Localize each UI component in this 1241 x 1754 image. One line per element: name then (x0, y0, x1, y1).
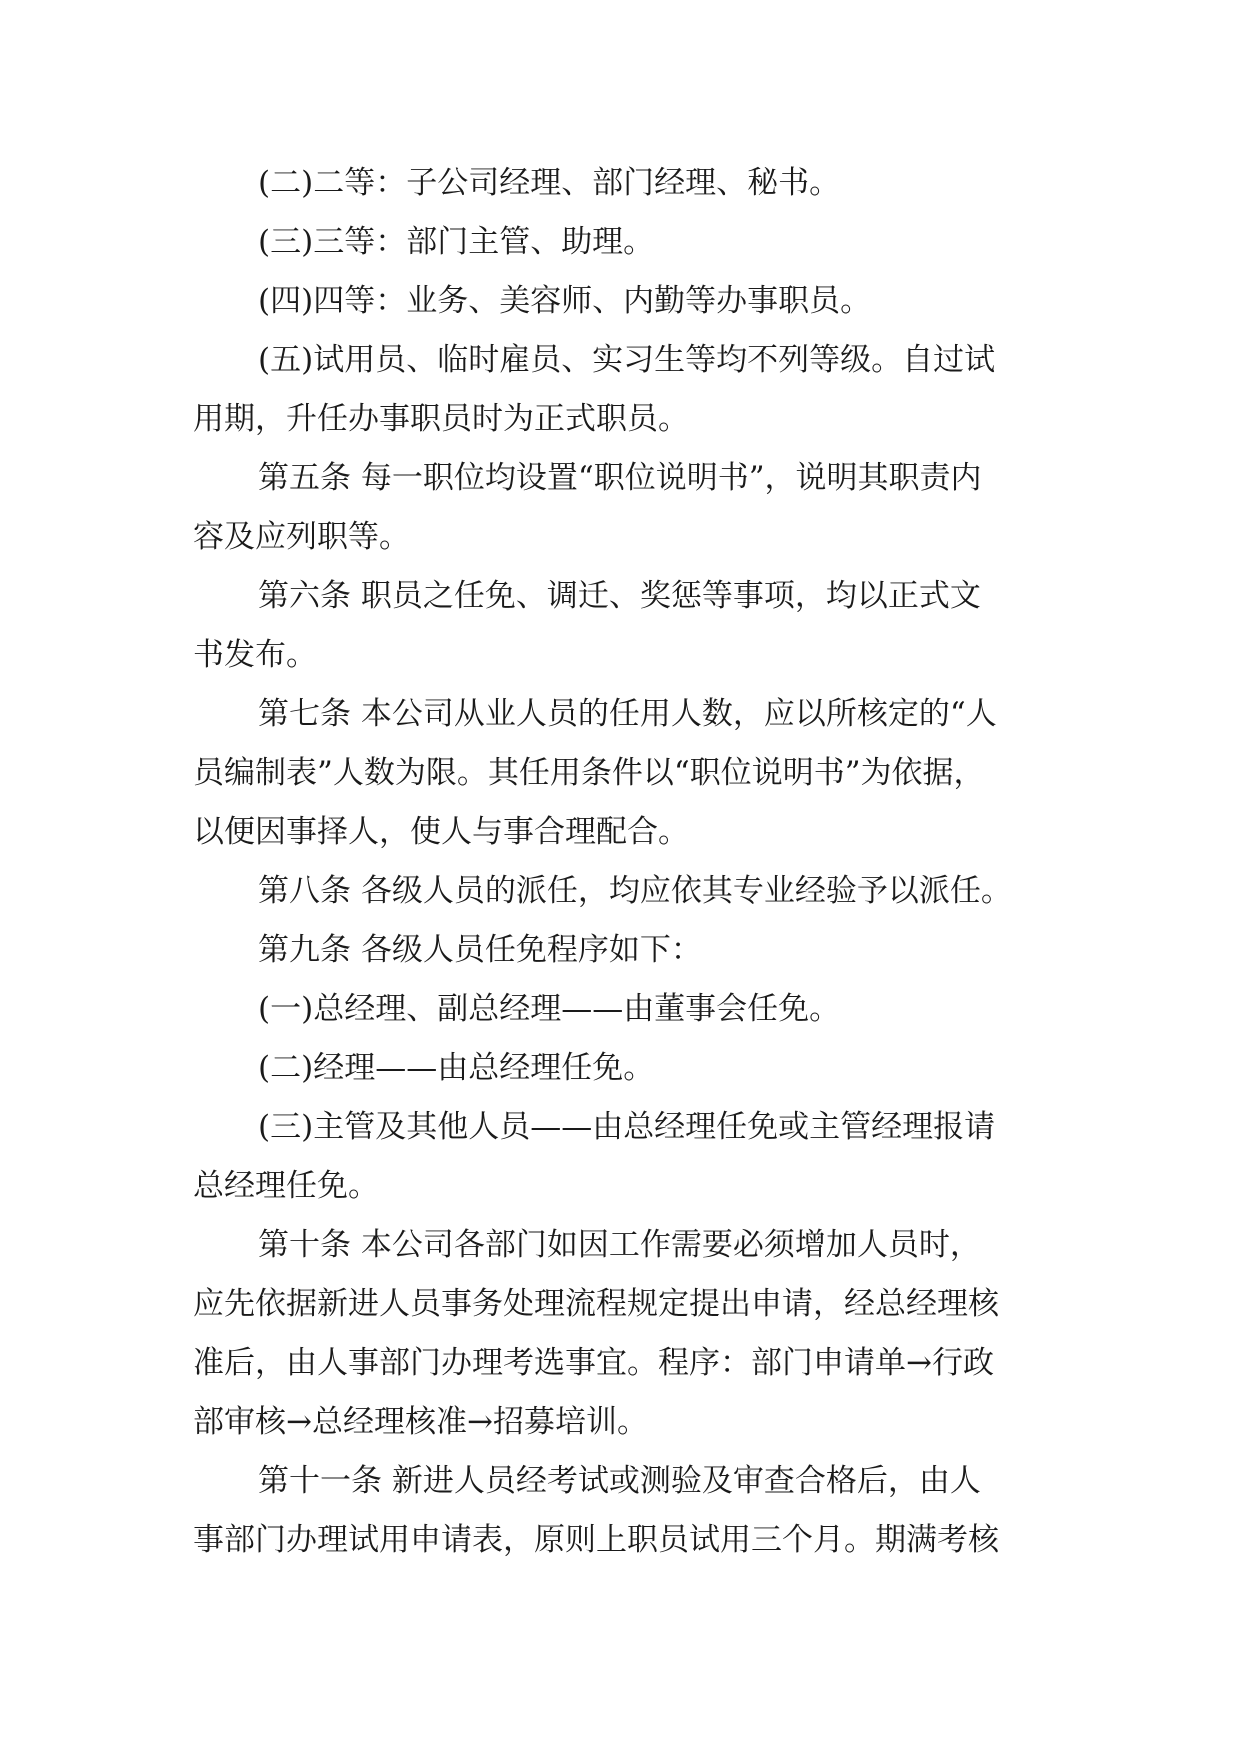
text-line: 以便因事择人，使人与事合理配合。 (193, 814, 689, 850)
article-5: 第五条 每一职位均设置“职位说明书”，说明其职责内 (258, 460, 982, 496)
text-line: 总经理任免。 (193, 1168, 379, 1204)
article-7: 第七条 本公司从业人员的任用人数，应以所核定的“人 (258, 696, 997, 732)
text-line: (四)四等：业务、美容师、内勤等办事职员。 (258, 283, 872, 319)
article-10: 第十条 本公司各部门如因工作需要必须增加人员时， (258, 1227, 981, 1263)
text-line: 容及应列职等。 (193, 519, 410, 555)
text-line: (五)试用员、临时雇员、实习生等均不列等级。自过试 (258, 342, 996, 378)
text-line: (三)三等：部门主管、助理。 (258, 224, 655, 260)
text-line: 准后，由人事部门办理考选事宜。程序：部门申请单→行政 (193, 1345, 994, 1381)
text-line: (三)主管及其他人员——由总经理任免或主管经理报请 (258, 1109, 996, 1145)
text-line: (二)二等：子公司经理、部门经理、秘书。 (258, 165, 841, 201)
text-line: 事部门办理试用申请表，原则上职员试用三个月。期满考核 (193, 1522, 999, 1558)
text-line: 部审核→总经理核准→招募培训。 (193, 1404, 648, 1440)
text-line: 员编制表”人数为限。其任用条件以“职位说明书”为依据， (193, 755, 985, 791)
text-line: 应先依据新进人员事务处理流程规定提出申请，经总经理核 (193, 1286, 999, 1322)
article-11: 第十一条 新进人员经考试或测验及审查合格后，由人 (258, 1463, 981, 1499)
text-line: 书发布。 (193, 637, 317, 673)
text-line: (一)总经理、副总经理——由董事会任免。 (258, 991, 841, 1027)
text-line: (二)经理——由总经理任免。 (258, 1050, 655, 1086)
article-6: 第六条 职员之任免、调迁、奖惩等事项，均以正式文 (258, 578, 981, 614)
text-line: 用期，升任办事职员时为正式职员。 (193, 401, 689, 437)
article-8: 第八条 各级人员的派任，均应依其专业经验予以派任。 (258, 873, 1012, 909)
article-9: 第九条 各级人员任免程序如下： (258, 932, 702, 968)
